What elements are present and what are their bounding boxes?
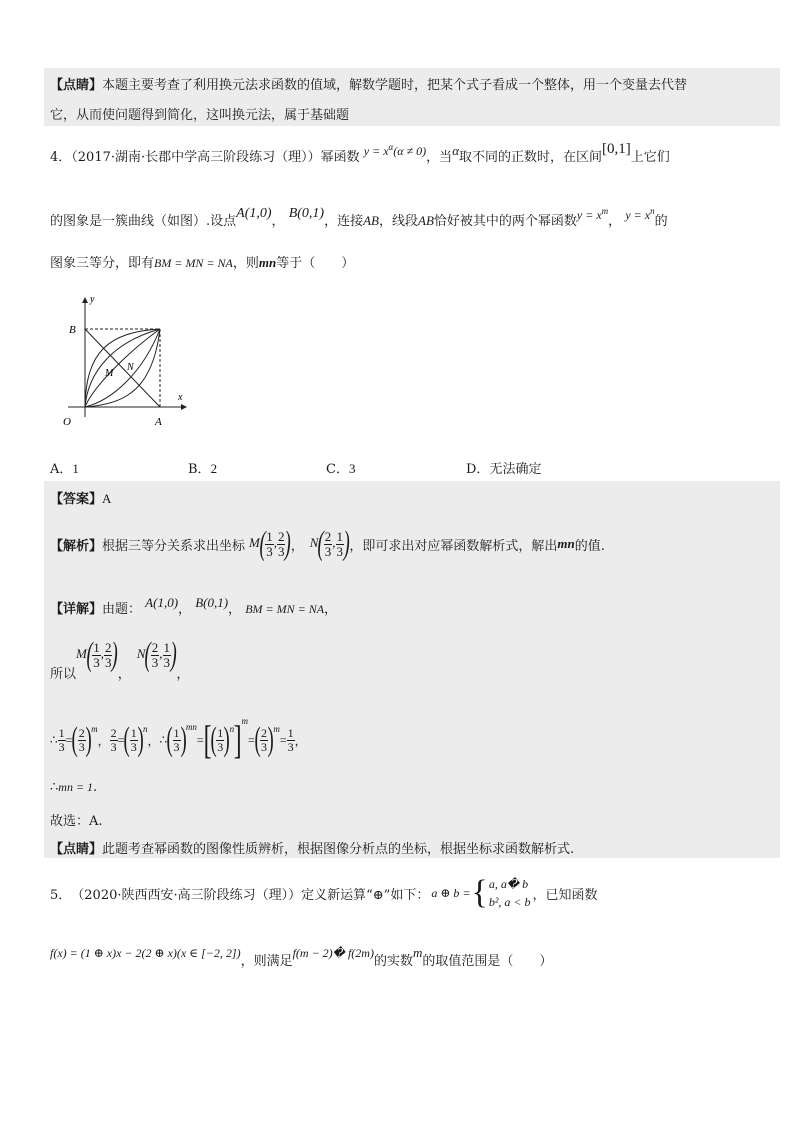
power-fn-m: $y = x^m$ [576,206,609,222]
option-b[interactable]: B．2 [188,461,218,477]
point-a: A(1,0) [236,206,272,221]
prev-comment-line2: 它，从而使问题得到简化，这叫换元法，属于基础题 [50,108,350,123]
label-b: B [69,324,76,336]
prev-comment-line1: 【点睛】本题主要考查了利用换元法求函数的值域，解数学题时，把某个式子看成一个整体，用一个变量去代替 [50,78,688,93]
mn-result-line: ∴mn = 1. [50,780,98,795]
coord-m: M( $\frac{1}{3}$ , $\frac{2}{3}$ ) [249,525,292,562]
answer-line: 【答案】A [50,491,112,507]
label-n: N [127,362,134,373]
case-2: b², a < b [488,895,531,909]
q5-stem-line2: f(x) = (1 ⊕ x)x − 2(2 ⊕ x)(x ∈ [−2, 2])，则满足f(m − 2)� f(2m)的实数m的取值范围是（ ） [50,945,553,969]
q4-stem-line3: 图象三等分，即有BM = MN = NA，则mn等于（ ） [50,255,355,271]
label-x: x [178,392,183,403]
option-d[interactable]: D．无法确定 [466,462,542,477]
q4-stem-line2: 的图象是一簇曲线（如图）.设点A(1,0)， B(0,1)，连接AB，线段AB恰好被其中的两个幂函数$y = x^m$， $y = x^n$的 [50,206,668,229]
label-m: M [105,368,114,379]
interval: [0,1] [602,141,631,157]
segment-ab [85,329,160,407]
q5-stem-line1: 5． （2020·陕西西安·高三阶段练习（理）） 定义新运算“⊕”如下： a ⊕ b = { a, a� b b², a < b ，已知函数 [50,874,598,911]
power-fn-n: $y = x^n$ [625,206,655,222]
coord-n: N( $\frac{2}{3}$ , $\frac{1}{3}$ ) [309,525,350,562]
case-1: a, a� b [488,877,529,891]
function-definition: f(x) = (1 ⊕ x)x − 2(2 ⊕ x)(x ∈ [−2, 2]) [50,946,241,960]
equation-line: ∴ $\frac{1}{3}$ = ( $\frac{2}{3}$ ) $^m$ ， $\frac{2}{3}$ = ( $\frac{1}{3}$ ) $^n$ ， ∴ ( $\frac{1}{3}$ ) $^{mn}$ = [ ( $\frac{1}{3}$ ) $^n$ ] $^m$ = ( $\frac{2}{3}$ ) $^m$ = $\frac{1}{3}$ ， [50,716,307,762]
inequality: f(m − 2)� f(2m) [292,946,374,960]
power-function-figure [58,292,198,432]
point-b: B(0,1) [288,206,325,221]
label-y: y [90,294,95,305]
q4-comment-line: 【点睛】此题考查幂函数的图像性质辨析，根据图像分析点的坐标，根据坐标求函数解析式. [50,842,575,857]
power-function-formula: $y = x^\alpha(\alpha \ne 0)$ [363,142,427,158]
q4-stem-line1: 4．（2017·湖南·长郡中学高三阶段练习（理））幂函数 $y = x^\alpha(\alpha \ne 0)$，当α取不同的正数时，在区间[0,1]上它们 [50,141,670,165]
so-line: 所以 M( $\frac{1}{3}$ , $\frac{2}{3}$ ) ， N( $\frac{2}{3}$ , $\frac{1}{3}$ ) ， [50,636,190,682]
op-definition: a ⊕ b = { a, a� b b², a < b [431,874,531,911]
equal-segments: BM = MN = NA [154,256,233,270]
option-a[interactable]: A．1 [50,461,79,477]
analysis-line: 【解析】 根据三等分关系求出坐标 M( $\frac{1}{3}$ , $\frac{2}{3}$ ) ， N( $\frac{2}{3}$ , $\frac{1}{3}$ ) ，即可求出对应幂函数解析式，解出 mn 的值. [50,525,605,562]
detail-line: 【详解】由题： A(1,0)， B(0,1)， BM = MN = NA， [50,595,338,617]
comment-tag: 【点睛】 [50,78,103,93]
label-a: A [155,416,162,428]
option-c[interactable]: C．3 [326,461,356,477]
choose-line: 故选：A. [50,814,103,829]
label-o: O [63,416,71,428]
